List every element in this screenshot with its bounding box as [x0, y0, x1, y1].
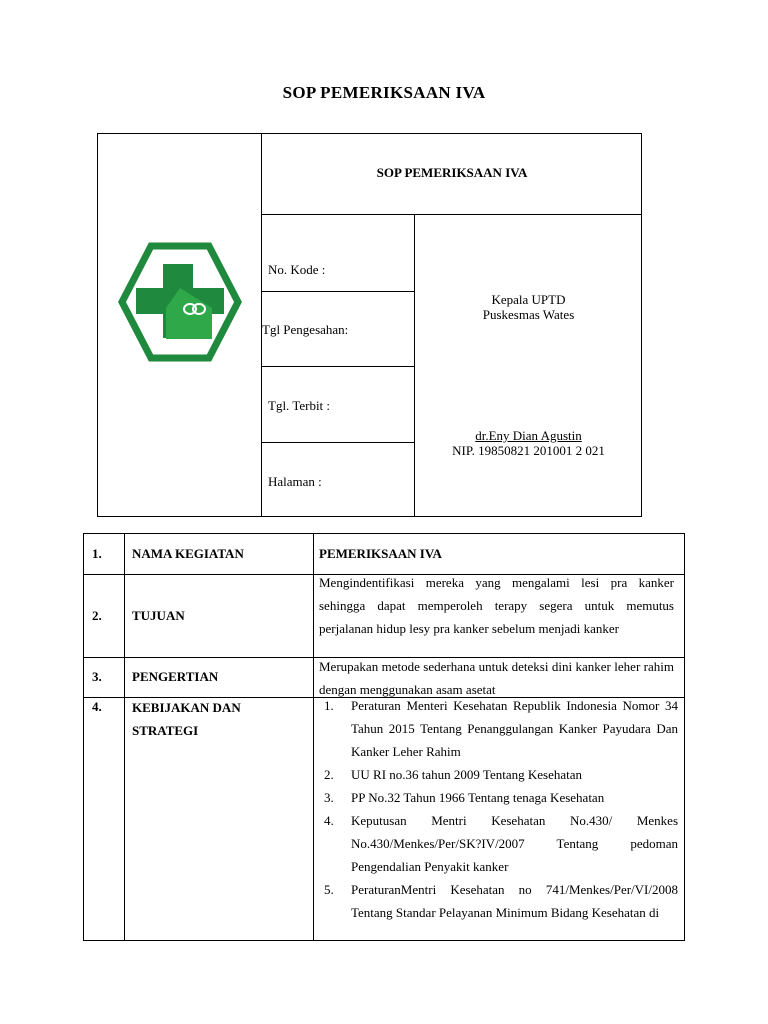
policy-item: 4. Keputusan Mentri Kesehatan No.430/ Menkes No.430/Menkes/Per/SK?IV/2007 Tentang pedoman Pengendalian Penyakit kanker — [324, 813, 678, 874]
policy-item: 1. Peraturan Menteri Kesehatan Republik Indonesia Nomor 34 Tahun 2015 Tentang Penanggulangan Kanker Payudara Dan Kanker Leher Rahim — [324, 698, 678, 759]
row-4-label: KEBIJAKAN DAN STRATEGI — [132, 700, 241, 738]
sop-title: SOP PEMERIKSAAN IVA — [376, 165, 528, 180]
policy-list — [324, 694, 678, 940]
field-no-kode: No. Kode : — [268, 262, 326, 277]
row-3-value: Merupakan metode sederhana untuk deteksi dini kanker leher rahim dengan menggunakan asam asetat — [319, 659, 674, 697]
policy-item: 2. UU RI no.36 tahun 2009 Tentang Kesehatan — [324, 767, 582, 782]
field-tgl-pengesahan: Tgl Pengesahan: — [262, 322, 349, 337]
row-2-value: Mengindentifikasi mereka yang mengalami lesi pra kanker sehingga dapat memperoleh terapy segera untuk memutus perjalanan hidup lesy pra kanker sebelum menjadi kanker — [319, 575, 674, 636]
field-tgl-terbit: Tgl. Terbit : — [268, 398, 331, 413]
row-1-label: NAMA KEGIATAN — [132, 546, 244, 561]
sop-content-table — [83, 533, 685, 941]
row-2-label: TUJUAN — [132, 608, 185, 623]
row-3-number: 3. — [92, 669, 102, 684]
puskesmas-logo — [116, 238, 244, 366]
field-halaman: Halaman : — [268, 474, 322, 489]
signatory-nip: NIP. 19850821 201001 2 021 — [452, 443, 605, 458]
authority-unit: Puskesmas Wates — [482, 307, 575, 322]
signatory-name: dr.Eny Dian Agustin — [475, 428, 582, 443]
sop-header-box — [97, 133, 642, 517]
policy-item: 5. PeraturanMentri Kesehatan no 741/Menkes/Per/VI/2008 Tentang Standar Pelayanan Minimum Bidang Kesehatan di — [324, 882, 678, 920]
policy-item: 3. PP No.32 Tahun 1966 Tentang tenaga Kesehatan — [324, 790, 605, 805]
row-1-number: 1. — [92, 546, 102, 561]
row-3-label: PENGERTIAN — [132, 669, 219, 684]
row-1-value: PEMERIKSAAN IVA — [319, 546, 442, 561]
authority-title: Kepala UPTD — [491, 292, 566, 307]
row-2-number: 2. — [92, 608, 102, 623]
row-4-number: 4. — [92, 699, 102, 714]
page-title: SOP PEMERIKSAAN IVA — [282, 83, 486, 102]
